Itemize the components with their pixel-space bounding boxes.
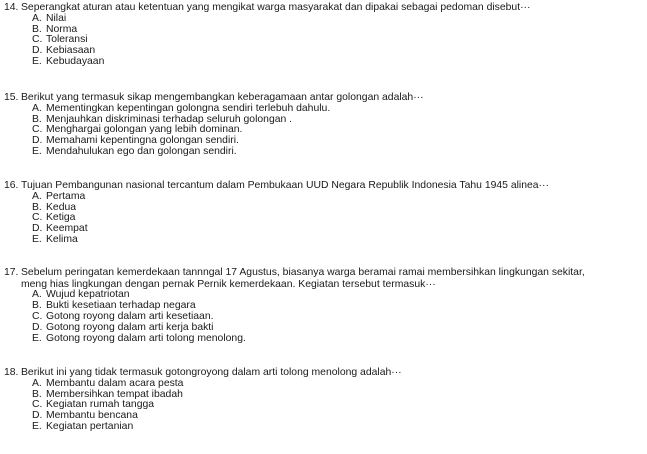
question-text: Seperangkat aturan atau ketentuan yang mengikat warga masyarakat dan dipakai sebagai pedoman disebut··· bbox=[21, 2, 531, 13]
option-letter: B. bbox=[32, 388, 42, 400]
option-text: Pertama bbox=[46, 190, 86, 202]
option-text: Membersihkan tempat ibadah bbox=[46, 388, 183, 400]
question-number: 14. bbox=[4, 2, 19, 13]
option-letter: D. bbox=[32, 135, 43, 147]
question-14 bbox=[4, 2, 647, 68]
option-text: Kebudayaan bbox=[46, 56, 105, 68]
option-letter: E. bbox=[32, 56, 42, 68]
option-letter: A. bbox=[32, 289, 42, 301]
question-number: 17. bbox=[4, 267, 19, 278]
question-text-continued: meng hias lingkungan dengan pernak Pernik kemerdekaan. Kegiatan tersebut termasuk··· bbox=[21, 278, 436, 290]
option-letter: A. bbox=[32, 377, 42, 389]
option-d bbox=[4, 224, 647, 235]
option-letter: B. bbox=[32, 201, 42, 213]
question-18 bbox=[4, 367, 647, 433]
question-17 bbox=[4, 267, 647, 345]
option-a bbox=[4, 379, 647, 390]
question-16 bbox=[4, 180, 647, 246]
option-letter: C. bbox=[32, 311, 43, 322]
option-text: Gotong royong dalam arti tolong menolong. bbox=[46, 332, 246, 344]
option-text: Gotong royong dalam arti kerja bakti bbox=[46, 321, 214, 333]
question-text: Tujuan Pembangunan nasional tercantum dalam Pembukaan UUD Negara Republik Indonesia Tahu 1945 alinea··· bbox=[21, 180, 549, 191]
option-letter: B. bbox=[32, 23, 42, 35]
option-text: Norma bbox=[46, 23, 78, 35]
question-text: Berikut yang termasuk sikap mengembangkan keberagamaan antar golongan adalah··· bbox=[21, 92, 424, 103]
option-b bbox=[4, 25, 647, 36]
option-letter: A. bbox=[32, 102, 42, 114]
question-text: Berikut ini yang tidak termasuk gotongroyong dalam arti tolong menolong adalah··· bbox=[21, 367, 402, 378]
option-list bbox=[4, 379, 647, 434]
option-letter: A. bbox=[32, 12, 42, 24]
option-letter: D. bbox=[32, 321, 43, 333]
option-text: Menjauhkan diskriminasi terhadap seluruh golongan . bbox=[46, 113, 293, 125]
option-text: Toleransi bbox=[46, 34, 88, 46]
option-e bbox=[4, 147, 647, 158]
option-list bbox=[4, 104, 647, 159]
question-number: 16. bbox=[4, 180, 19, 191]
option-letter: C. bbox=[32, 212, 43, 224]
option-text: Bukti kesetiaan terhadap negara bbox=[46, 300, 196, 312]
option-c bbox=[4, 35, 647, 46]
option-c bbox=[4, 213, 647, 224]
option-e bbox=[4, 235, 647, 246]
option-letter: B. bbox=[32, 113, 42, 125]
question-number: 15. bbox=[4, 92, 19, 103]
option-a bbox=[4, 104, 647, 115]
option-letter: E. bbox=[32, 332, 42, 344]
question-text: Sebelum peringatan kemerdekaan tannngal 17 Agustus, biasanya warga beramai ramai membersihkan lingkungan sekitar, bbox=[21, 267, 585, 278]
option-text: Wujud kepatriotan bbox=[46, 289, 130, 301]
option-text: Mementingkan kepentingan golongna sendiri terlebuh dahulu. bbox=[46, 102, 331, 114]
option-text: Nilai bbox=[46, 12, 67, 24]
question-number: 18. bbox=[4, 367, 19, 378]
option-text: Ketiga bbox=[46, 212, 76, 224]
option-letter: D. bbox=[32, 410, 43, 422]
option-letter: E. bbox=[32, 146, 42, 158]
option-letter: D. bbox=[32, 45, 43, 57]
option-e bbox=[4, 422, 647, 433]
option-text: Kedua bbox=[46, 201, 77, 213]
option-letter: E. bbox=[32, 421, 42, 433]
option-a bbox=[4, 192, 647, 203]
option-text: Membantu bencana bbox=[46, 410, 138, 422]
option-a bbox=[4, 14, 647, 25]
option-letter: C. bbox=[32, 124, 43, 136]
option-letter: C. bbox=[32, 399, 43, 411]
option-text: Memahami kepentingna golongan sendiri. bbox=[46, 135, 239, 147]
question-15 bbox=[4, 92, 647, 158]
option-text: Kegiatan pertanian bbox=[46, 421, 134, 433]
option-letter: D. bbox=[32, 223, 43, 235]
option-text: Gotong royong dalam arti kesetiaan. bbox=[46, 311, 214, 322]
option-text: Keempat bbox=[46, 223, 88, 235]
option-e bbox=[4, 57, 647, 68]
option-text: Kegiatan rumah tangga bbox=[46, 399, 155, 411]
option-list bbox=[4, 290, 647, 345]
option-letter: C. bbox=[32, 34, 43, 46]
option-letter: B. bbox=[32, 300, 42, 312]
option-text: Mendahulukan ego dan golongan sendiri. bbox=[46, 146, 237, 158]
option-list bbox=[4, 192, 647, 247]
option-text: Kelima bbox=[46, 234, 78, 246]
option-text: Kebiasaan bbox=[46, 45, 96, 57]
option-text: Menghargai golongan yang lebih dominan. bbox=[46, 124, 243, 136]
option-e bbox=[4, 334, 647, 345]
option-list bbox=[4, 14, 647, 69]
option-letter: E. bbox=[32, 234, 42, 246]
option-b bbox=[4, 203, 647, 214]
option-text: Membantu dalam acara pesta bbox=[46, 377, 184, 389]
option-letter: A. bbox=[32, 190, 42, 202]
